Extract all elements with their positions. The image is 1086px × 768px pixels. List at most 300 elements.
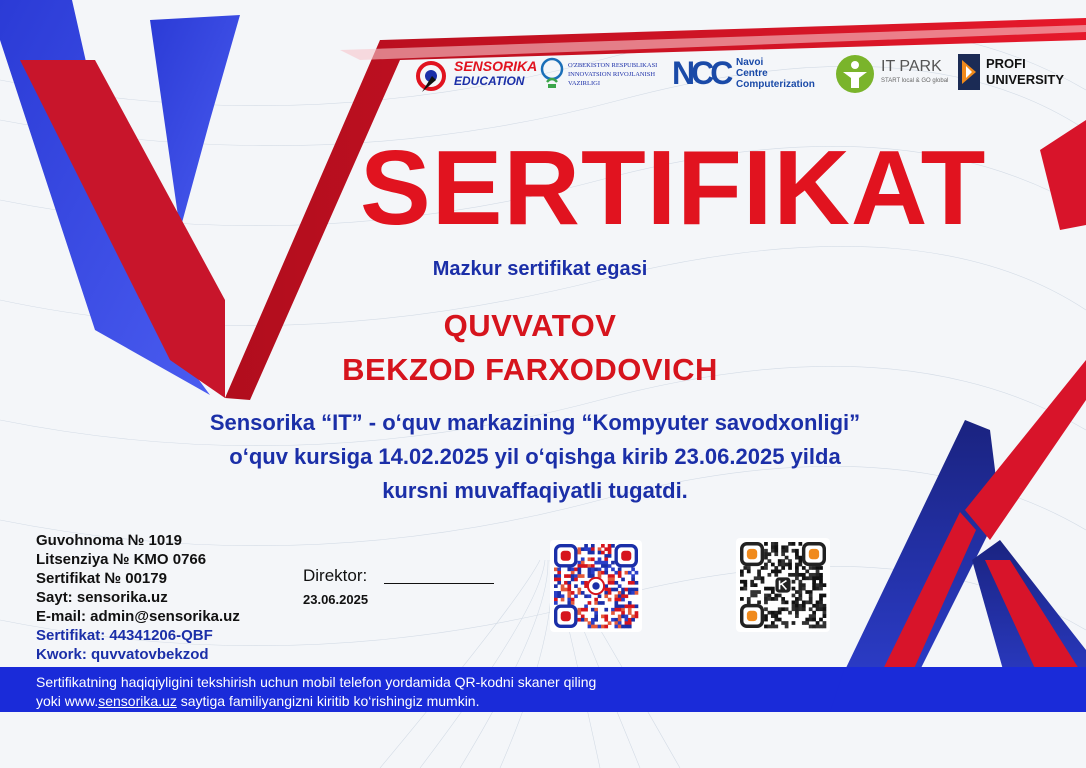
qr-module xyxy=(750,594,754,598)
qr-module xyxy=(594,618,598,622)
qr-module xyxy=(795,607,799,611)
qr-module xyxy=(608,621,612,625)
qr-module xyxy=(781,621,785,625)
qr-module xyxy=(557,581,561,585)
qr-module xyxy=(788,573,792,577)
qr-module xyxy=(625,625,629,629)
guvohnoma-number: Guvohnoma № 1019 xyxy=(36,532,182,549)
qr-module xyxy=(774,570,778,574)
qr-module xyxy=(754,576,758,580)
qr-module xyxy=(757,576,761,580)
sensorika-qr[interactable] xyxy=(550,540,644,632)
kwork-qr[interactable] xyxy=(736,538,830,632)
qr-module xyxy=(802,604,806,608)
qr-module xyxy=(598,551,602,555)
qr-module xyxy=(578,561,582,565)
qr-module xyxy=(621,625,625,629)
logo-ncc xyxy=(672,55,832,97)
qr-finder-inner xyxy=(747,549,757,559)
qr-module xyxy=(604,625,608,629)
qr-module xyxy=(614,581,618,585)
qr-module xyxy=(771,625,775,629)
qr-module xyxy=(781,545,785,549)
qr-module xyxy=(581,561,585,565)
qr-module xyxy=(584,547,588,551)
qr-module xyxy=(618,574,622,578)
qr-module xyxy=(621,608,625,612)
qr-module xyxy=(812,625,816,629)
qr-module xyxy=(774,614,778,618)
qr-module xyxy=(618,568,622,572)
qr-module xyxy=(618,625,622,629)
qr-module xyxy=(621,591,625,595)
qr-module xyxy=(795,549,799,553)
qr-module xyxy=(754,594,758,598)
sensorika-swoosh-icon xyxy=(414,56,448,94)
qr-module xyxy=(608,554,612,558)
qr-module xyxy=(778,563,782,567)
qr-module xyxy=(561,584,565,588)
qr-module xyxy=(588,625,592,629)
qr-module xyxy=(805,570,809,574)
qr-module xyxy=(819,618,823,622)
qr-module xyxy=(608,564,612,568)
qr-module xyxy=(628,608,632,612)
qr-module xyxy=(581,547,585,551)
qr-module xyxy=(795,552,799,556)
qr-module xyxy=(604,564,608,568)
qr-module xyxy=(819,587,823,591)
qr-module xyxy=(574,568,578,572)
qr-module xyxy=(816,600,820,604)
qr-module xyxy=(792,594,796,598)
footer-line-2 xyxy=(36,693,479,709)
qr-module xyxy=(581,608,585,612)
qr-module xyxy=(785,607,789,611)
qr-module xyxy=(588,574,592,578)
qr-module xyxy=(631,615,635,619)
qr-module xyxy=(611,581,615,585)
qr-module xyxy=(809,590,813,594)
qr-module xyxy=(588,568,592,572)
qr-module xyxy=(792,621,796,625)
qr-module xyxy=(567,591,571,595)
director-label: Direktor: xyxy=(303,566,368,585)
qr-module xyxy=(614,621,618,625)
qr-module xyxy=(614,625,618,629)
qr-module xyxy=(554,578,558,582)
qr-module xyxy=(635,571,639,575)
qr-module xyxy=(574,594,578,598)
qr-module xyxy=(823,607,827,611)
qr-module xyxy=(588,571,592,575)
holder-surname: QUVVATOV xyxy=(443,308,617,343)
qr-module xyxy=(618,604,622,608)
kwork-handle: Kwork: quvvatovbekzod xyxy=(36,646,209,663)
qr-module xyxy=(764,618,768,622)
qr-module xyxy=(631,581,635,585)
qr-module xyxy=(611,611,615,615)
qr-module xyxy=(601,601,605,605)
qr-module xyxy=(747,597,751,601)
qr-module xyxy=(816,625,820,629)
qr-finder-inner xyxy=(747,611,757,621)
qr-module xyxy=(594,608,598,612)
qr-module xyxy=(802,576,806,580)
ministry-logo-line2: INNOVATSION RIVOJLANISH xyxy=(568,71,656,78)
qr-module xyxy=(584,564,588,568)
qr-module xyxy=(778,594,782,598)
qr-module xyxy=(812,604,816,608)
qr-module xyxy=(816,587,820,591)
qr-module xyxy=(604,608,608,612)
qr-module xyxy=(771,587,775,591)
qr-module xyxy=(747,566,751,570)
qr-module xyxy=(771,611,775,615)
qr-module xyxy=(747,600,751,604)
qr-module xyxy=(785,549,789,553)
qr-module xyxy=(768,587,772,591)
qr-module xyxy=(628,618,632,622)
qr-module xyxy=(795,556,799,560)
qr-module xyxy=(812,576,816,580)
qr-module xyxy=(771,542,775,546)
qr-module xyxy=(771,597,775,601)
qr-module xyxy=(798,597,802,601)
qr-module xyxy=(578,588,582,592)
qr-module xyxy=(554,584,558,588)
qr-module xyxy=(774,549,778,553)
qr-module xyxy=(578,608,582,612)
qr-module xyxy=(768,573,772,577)
qr-module xyxy=(554,601,558,605)
qr-module xyxy=(781,563,785,567)
qr-module xyxy=(628,591,632,595)
qr-module xyxy=(581,574,585,578)
qr-module xyxy=(594,598,598,602)
qr-module xyxy=(802,600,806,604)
qr-module xyxy=(757,573,761,577)
qr-module xyxy=(792,580,796,584)
qr-module xyxy=(795,563,799,567)
qr-module xyxy=(584,544,588,548)
qr-module xyxy=(604,588,608,592)
qr-module xyxy=(567,574,571,578)
qr-module xyxy=(788,542,792,546)
qr-module xyxy=(581,557,585,561)
qr-module xyxy=(598,561,602,565)
profi-line2: UNIVERSITY xyxy=(986,72,1065,87)
qr-module xyxy=(788,566,792,570)
qr-module xyxy=(611,588,615,592)
qr-module xyxy=(557,568,561,572)
qr-module xyxy=(774,625,778,629)
qr-module xyxy=(598,625,602,629)
qr-module xyxy=(816,573,820,577)
qr-module xyxy=(604,557,608,561)
qr-module xyxy=(611,608,615,612)
qr-module xyxy=(614,598,618,602)
qr-module xyxy=(768,594,772,598)
qr-module xyxy=(798,542,802,546)
qr-module xyxy=(608,591,612,595)
qr-module xyxy=(774,594,778,598)
qr-module xyxy=(764,549,768,553)
qr-module xyxy=(598,547,602,551)
qr-module xyxy=(594,561,598,565)
qr-module xyxy=(792,573,796,577)
qr-module xyxy=(802,566,806,570)
qr-finder-inner xyxy=(809,549,819,559)
footer-website-link[interactable]: sensorika.uz xyxy=(98,693,177,709)
qr-module xyxy=(571,571,575,575)
qr-module xyxy=(771,590,775,594)
qr-module xyxy=(608,551,612,555)
qr-module xyxy=(591,618,595,622)
qr-module xyxy=(781,549,785,553)
qr-module xyxy=(598,601,602,605)
qr-module xyxy=(798,594,802,598)
sertifikat-code: Sertifikat: 44341206-QBF xyxy=(36,627,213,644)
qr-module xyxy=(567,568,571,572)
qr-module xyxy=(631,574,635,578)
ncc-line3: Computerization xyxy=(736,79,815,90)
qr-module xyxy=(792,600,796,604)
qr-module xyxy=(611,561,615,565)
qr-module xyxy=(618,584,622,588)
qr-module xyxy=(601,564,605,568)
qr-module xyxy=(764,542,768,546)
qr-module xyxy=(557,594,561,598)
ministry-logo-line3: VAZIRLIGI xyxy=(568,80,601,87)
qr-module xyxy=(591,571,595,575)
ncc-mark: NCC xyxy=(672,55,730,91)
qr-module xyxy=(768,559,772,563)
qr-module xyxy=(621,604,625,608)
qr-module xyxy=(812,580,816,584)
qr-module xyxy=(754,583,758,587)
qr-module xyxy=(774,618,778,622)
qr-module xyxy=(611,568,615,572)
qr-module xyxy=(823,621,827,625)
qr-module xyxy=(778,611,782,615)
qr-module xyxy=(581,564,585,568)
qr-module xyxy=(604,568,608,572)
qr-module xyxy=(618,594,622,598)
certificate-subtitle: Mazkur sertifikat egasi xyxy=(432,258,648,280)
ministry-logo-line1: O'ZBEKISTON RESPUBLIKASI xyxy=(568,62,658,69)
qr-module xyxy=(781,559,785,563)
qr-module xyxy=(601,561,605,565)
qr-module xyxy=(798,587,802,591)
qr-module xyxy=(625,571,629,575)
qr-module xyxy=(594,568,598,572)
qr-module xyxy=(604,571,608,575)
qr-module xyxy=(554,598,558,602)
qr-module xyxy=(604,594,608,598)
qr-module xyxy=(584,608,588,612)
qr-module xyxy=(771,549,775,553)
qr-module xyxy=(598,557,602,561)
qr-module xyxy=(764,607,768,611)
qr-module xyxy=(601,625,605,629)
qr-module xyxy=(792,549,796,553)
qr-module xyxy=(557,571,561,575)
qr-module xyxy=(628,611,632,615)
qr-module xyxy=(795,597,799,601)
qr-module xyxy=(823,611,827,615)
qr-module xyxy=(614,608,618,612)
qr-module xyxy=(594,625,598,629)
qr-module xyxy=(771,545,775,549)
qr-module xyxy=(574,584,578,588)
qr-module xyxy=(795,600,799,604)
qr-module xyxy=(614,588,618,592)
qr-module xyxy=(823,614,827,618)
qr-module xyxy=(761,580,765,584)
qr-module xyxy=(792,604,796,608)
qr-module xyxy=(608,547,612,551)
lightbulb-icon xyxy=(538,56,566,92)
qr-module xyxy=(802,621,806,625)
qr-module xyxy=(802,573,806,577)
qr-module xyxy=(598,594,602,598)
logo-profi xyxy=(958,54,1082,94)
qr-finder-inner xyxy=(621,551,631,561)
qr-module xyxy=(781,597,785,601)
qr-module xyxy=(567,588,571,592)
director-signature-line xyxy=(384,583,494,584)
qr-module xyxy=(809,625,813,629)
qr-module xyxy=(819,566,823,570)
qr-module xyxy=(798,559,802,563)
qr-module xyxy=(631,591,635,595)
qr-module xyxy=(812,587,816,591)
qr-module xyxy=(628,621,632,625)
qr-module xyxy=(591,544,595,548)
qr-module xyxy=(628,588,632,592)
qr-module xyxy=(571,598,575,602)
qr-module xyxy=(618,621,622,625)
qr-module xyxy=(628,571,632,575)
qr-module xyxy=(788,611,792,615)
qr-module xyxy=(781,566,785,570)
qr-module xyxy=(761,576,765,580)
qr-module xyxy=(778,570,782,574)
qr-module xyxy=(764,566,768,570)
qr-module xyxy=(604,615,608,619)
qr-module xyxy=(611,574,615,578)
qr-module xyxy=(608,544,612,548)
qr-module xyxy=(774,542,778,546)
qr-module xyxy=(557,591,561,595)
qr-module xyxy=(757,570,761,574)
qr-module xyxy=(621,598,625,602)
qr-module xyxy=(588,621,592,625)
logo-itpark xyxy=(835,54,955,96)
qr-module xyxy=(785,556,789,560)
qr-module xyxy=(611,544,615,548)
qr-module xyxy=(604,618,608,622)
qr-module xyxy=(635,604,639,608)
qr-module xyxy=(788,563,792,567)
qr-module xyxy=(795,604,799,608)
qr-finder-inner xyxy=(561,551,571,561)
qr-module xyxy=(816,570,820,574)
qr-module xyxy=(604,561,608,565)
qr-module xyxy=(819,607,823,611)
qr-module xyxy=(823,604,827,608)
qr-module xyxy=(774,552,778,556)
qr-module xyxy=(571,591,575,595)
qr-module xyxy=(591,547,595,551)
qr-module xyxy=(785,563,789,567)
qr-module xyxy=(764,556,768,560)
qr-module xyxy=(750,590,754,594)
qr-module xyxy=(778,559,782,563)
qr-module xyxy=(785,545,789,549)
qr-module xyxy=(805,590,809,594)
qr-module xyxy=(614,618,618,622)
qr-module xyxy=(608,588,612,592)
qr-module xyxy=(598,571,602,575)
logo-sensorika xyxy=(414,56,538,96)
qr-module xyxy=(805,576,809,580)
qr-module xyxy=(792,587,796,591)
qr-module xyxy=(781,552,785,556)
qr-module xyxy=(578,568,582,572)
qr-module xyxy=(778,607,782,611)
qr-module xyxy=(578,574,582,578)
qr-module xyxy=(819,625,823,629)
qr-module xyxy=(594,601,598,605)
qr-module xyxy=(812,611,816,615)
qr-module xyxy=(588,551,592,555)
qr-module xyxy=(601,571,605,575)
qr-module xyxy=(571,574,575,578)
qr-module xyxy=(554,568,558,572)
qr-module xyxy=(781,600,785,604)
website: Sayt: sensorika.uz xyxy=(36,589,168,606)
qr-module xyxy=(816,607,820,611)
qr-module xyxy=(743,566,747,570)
sertifikat-number: Sertifikat № 00179 xyxy=(36,570,167,587)
qr-module xyxy=(771,563,775,567)
qr-module xyxy=(764,600,768,604)
qr-module xyxy=(635,591,639,595)
qr-module xyxy=(764,614,768,618)
qr-module xyxy=(594,611,598,615)
qr-module xyxy=(809,566,813,570)
footer-line-2-suffix: saytiga familiyangizni kiritib ko‘rishingiz mumkin. xyxy=(176,693,480,709)
qr-module xyxy=(554,591,558,595)
qr-module xyxy=(591,608,595,612)
qr-module xyxy=(802,607,806,611)
qr-module xyxy=(567,598,571,602)
qr-finder-inner xyxy=(561,611,571,621)
qr-module xyxy=(601,544,605,548)
qr-module xyxy=(578,564,582,568)
qr-module xyxy=(628,604,632,608)
qr-module xyxy=(557,578,561,582)
qr-module xyxy=(798,573,802,577)
sensorika-logo-line1: SENSORIKA xyxy=(454,58,538,74)
qr-module xyxy=(819,600,823,604)
qr-module xyxy=(819,573,823,577)
qr-module xyxy=(588,594,592,598)
qr-module xyxy=(785,600,789,604)
qr-module xyxy=(809,597,813,601)
